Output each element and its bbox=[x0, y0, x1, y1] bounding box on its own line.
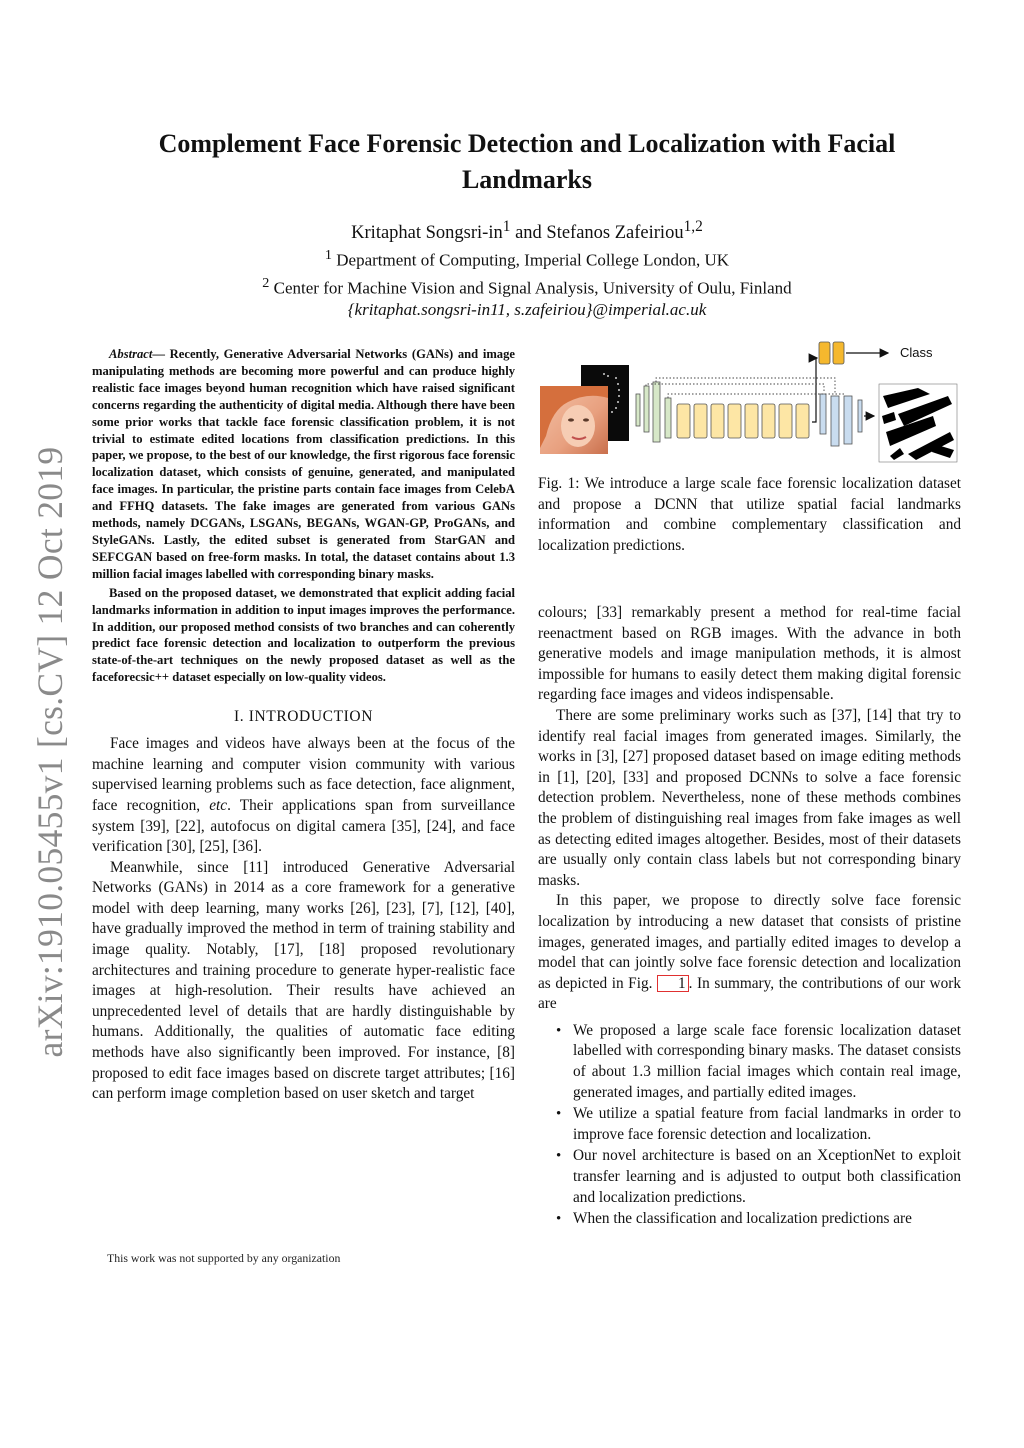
intro-p1-etc: etc bbox=[209, 796, 228, 814]
bullet-icon: • bbox=[556, 1211, 562, 1228]
right-column-text bbox=[538, 603, 961, 1015]
introduction-text bbox=[92, 734, 515, 1105]
arxiv-stamp bbox=[28, 446, 72, 1058]
intro-p1-part-a: Face images and videos have always been at the focus of the machine learning and computer vision community with various supervised learning problems such as face detection, face alignment, face recognition, bbox=[92, 735, 515, 814]
list-item bbox=[538, 1146, 961, 1208]
intro-p1-part-b: . Their applications span from surveillance system [39], [22], autofocus on digital camera [35], [24], and face verification [30], [25], [36]. bbox=[92, 796, 515, 856]
right-paragraph-1: colours; [33] remarkably present a method for real-time facial reenactment based on RGB images. With the advance in both generative models and image manipulation methods, it is almost impossible for humans to easily detect them making digital forensic regarding face images and videos indispensable. bbox=[538, 604, 961, 704]
footnote: This work was not supported by any organization bbox=[107, 1251, 341, 1265]
paper-title: Complement Face Forensic Detection and Localization with Facial Landmarks bbox=[158, 129, 896, 194]
list-item-text: Our novel architecture is based on an XceptionNet to exploit transfer learning and is adjusted to output both classification and localization predictions. bbox=[573, 1147, 961, 1206]
affiliation-1 bbox=[110, 244, 944, 272]
author-1-affil: 1 bbox=[502, 218, 511, 235]
class-label: Class bbox=[900, 345, 933, 360]
branch-arrow bbox=[812, 358, 817, 422]
intro-paragraph-1 bbox=[92, 734, 515, 858]
author-email: {kritaphat.songsri-in11, s.zafeiriou}@imperial.ac.uk bbox=[347, 300, 707, 320]
abstract-label: Abstract bbox=[109, 347, 153, 361]
author-conj: and bbox=[510, 223, 547, 244]
right-column bbox=[538, 603, 961, 1231]
figure-1-reference-link[interactable]: 1 bbox=[657, 975, 689, 992]
left-column bbox=[92, 346, 515, 1105]
contributions-list bbox=[538, 1021, 961, 1230]
list-item bbox=[538, 1209, 961, 1230]
figure-1-diagram bbox=[538, 336, 968, 476]
bullet-icon: • bbox=[556, 1148, 562, 1165]
figure-1-caption: Fig. 1: We introduce a large scale face forensic localization dataset and propose a DCNN that utilize spatial facial landmarks information and combine complementary classification and localization predictions. bbox=[538, 475, 961, 554]
class-head-2 bbox=[833, 342, 844, 364]
network-layers bbox=[636, 382, 862, 446]
abstract bbox=[92, 346, 515, 686]
bullet-icon: • bbox=[556, 1106, 562, 1123]
list-item-text: We utilize a spatial feature from facial landmarks in order to improve face forensic detection and localization. bbox=[573, 1105, 961, 1143]
abstract-paragraph-2: Based on the proposed dataset, we demonstrated that explicit adding facial landmarks information in addition to input images improves the performance. In addition, our proposed method consists of two branches and can coherently predict face forensic detection and localization to outperform the previous state-of-the-art techniques on the newly proposed dataset as well as the faceforecsic++ dataset especially on low-quality videos. bbox=[92, 585, 515, 685]
intro-paragraph-2: Meanwhile, since [11] introduced Generative Adversarial Networks (GANs) in 2014 as a core framework for a generative model with deep learning, many works [26], [23], [7], [12], [40], have gradually improved the method in term of training stability and image quality. Notably, [17], [18] proposed revolutionary architectures and training procedure to generate hyper-realistic face images at high-resolution. Their results have achieved an unprecedented level of details that are hardly distinguishable by humans. Additionally, the qualities of automatic face editing methods have also significantly been improved. For instance, [8] proposed to edit face images based on discrete target attributes; [16] can perform image completion based on user sketch and target bbox=[92, 858, 515, 1103]
right-p3-part-a: In this paper, we propose to directly solve face forensic localization by introducing a new dataset that consists of pristine images, generated images, and partially edited images to develop a model that can jointly solve face forensic detection and localization as depicted in Fig. bbox=[538, 892, 961, 992]
affiliation-1-text: Department of Computing, Imperial College London, UK bbox=[336, 250, 730, 270]
abstract-paragraph-1 bbox=[92, 346, 515, 583]
list-item-text: We proposed a large scale face forensic localization dataset labelled with corresponding binary masks. The dataset consists of about 1.3 million facial images which contain real image, generated images, and partially edited images. bbox=[573, 1021, 961, 1101]
section-heading-introduction: I. INTRODUCTION bbox=[233, 708, 373, 726]
affiliation-2-text: Center for Machine Vision and Signal Analysis, University of Oulu, Finland bbox=[273, 278, 792, 298]
author-block bbox=[110, 216, 944, 321]
list-item bbox=[538, 1021, 961, 1103]
bullet-icon: • bbox=[556, 1022, 562, 1039]
arxiv-id: arXiv:1910.05455v1 [cs.CV] 12 Oct 2019 bbox=[30, 446, 70, 1058]
list-item-text: When the classification and localization predictions are bbox=[573, 1210, 912, 1228]
right-paragraph-3 bbox=[538, 891, 961, 1015]
right-p3-part-b: . In summary, the contributions of our work are bbox=[538, 974, 961, 1013]
author-names bbox=[110, 216, 944, 244]
affiliation-1-mark: 1 bbox=[324, 247, 332, 264]
class-head-1 bbox=[819, 342, 830, 364]
author-2-affil: 1,2 bbox=[683, 218, 703, 235]
right-paragraph-2: There are some preliminary works such as [37], [14] that try to identify real facial images from generated images. Similarly, the works in [3], [27] proposed dataset based on image editing methods in [1], [20], [33] and proposed DCNNs to solve a face forensic detection problem. Nevertheless, none of these methods combines the problem of distinguishing real images from fake images as well as detecting edited images altogether. Besides, most of their datasets are usually only contain class labels but not corresponding binary masks. bbox=[538, 706, 961, 889]
skip-connection-2 bbox=[646, 384, 824, 392]
author-2: Stefanos Zafeiriou bbox=[546, 223, 684, 244]
skip-connection-3 bbox=[668, 394, 846, 398]
skip-connection-1 bbox=[656, 378, 835, 394]
abstract-text-1: — Recently, Generative Adversarial Networks (GANs) and image manipulating methods are becoming more powerful and can produce highly realistic face images beyond human recognition which have raised significant concerns regarding the authenticity of digital media. Although there have been some prior works that tackle face forensic classification problem, it is not trivial to estimate edited locations from classification predictions. In this paper, we propose, to the best of our knowledge, the first rigorous face forensic localization dataset, which consists of genuine, generated, and manipulated face images. In particular, the pristine parts contain face images from CelebA and FFHQ datasets. The fake images are generated from various GANs methods, namely DCGANs, LSGANs, BEGANs, WGAN-GP, ProGANs, and StyleGANs. Lastly, the edited subset is generated from StarGAN and SEFCGAN based on free-form masks. In total, the dataset contains about 1.3 million facial images labelled with corresponding binary masks. bbox=[92, 347, 515, 581]
affiliation-2 bbox=[110, 272, 944, 300]
affiliation-2-mark: 2 bbox=[262, 274, 270, 291]
figure-1 bbox=[538, 336, 968, 476]
author-1: Kritaphat Songsri-in bbox=[351, 223, 503, 244]
list-item bbox=[538, 1104, 961, 1145]
